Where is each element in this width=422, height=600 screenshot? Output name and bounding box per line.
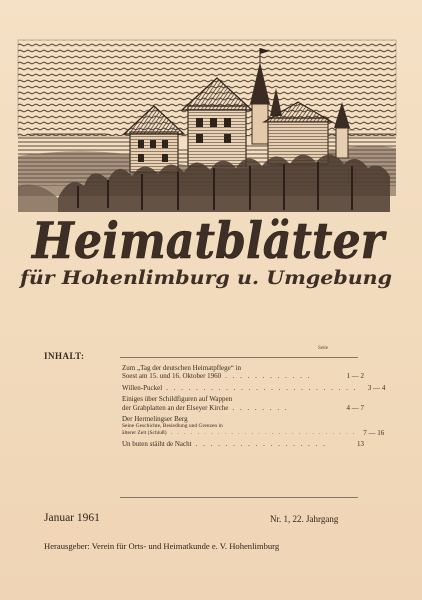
contents-entry bbox=[122, 383, 386, 392]
contents-list bbox=[122, 364, 386, 451]
leader-dots: . . . . . . . . bbox=[232, 403, 289, 412]
contents-entry bbox=[122, 364, 364, 381]
contents-entry-line: Der Hermelingser Berg bbox=[122, 415, 188, 424]
contents-entry-line: Soest am 15. und 16. Oktober 1960 bbox=[122, 372, 222, 381]
masthead-subtitle: für Hohenlimburg u. Umgebung bbox=[17, 267, 392, 289]
issue-date: Januar 1961 bbox=[44, 512, 100, 524]
contents-entry-line: Willen-Puckel bbox=[122, 383, 163, 392]
contents-top-rule bbox=[120, 357, 358, 358]
contents-entry-line: Zum „Tag der deutschen Heimatpflege“ in bbox=[122, 364, 242, 372]
contents-entry-line: der Grabplatten an der Elseyer Kirche bbox=[122, 403, 229, 412]
contents-entry-pages: 4 — 7 bbox=[346, 403, 364, 412]
contents-entry bbox=[122, 440, 364, 448]
leader-dots: . . . . . . . . . . . . . . . . . . . . . . . . . . bbox=[166, 383, 358, 392]
masthead-woodcut-illustration bbox=[18, 36, 396, 294]
contents-entry-pages: 3 — 4 bbox=[367, 383, 386, 392]
leader-dots: . . . . . . . . . . . . bbox=[225, 372, 312, 381]
masthead-title: Heimatblätter bbox=[30, 211, 388, 270]
contents-entry-line: älterer Zeit (Schluß) bbox=[122, 430, 167, 437]
contents-heading: INHALT: bbox=[44, 351, 85, 361]
issue-number: Nr. 1, 22. Jahrgang bbox=[270, 514, 339, 524]
leader-dots: . . . . . . . . . . . . . . . . . . . . . . . . . . . . bbox=[170, 430, 357, 437]
contents-entry-line: Seine Geschichte, Besiedlung und Grenzen in bbox=[122, 423, 223, 430]
contents-bottom-rule bbox=[120, 497, 358, 498]
contents-entry-pages: 7 — 16 bbox=[363, 429, 385, 438]
leader-dots: . . . . . . . . . . . . . . . . . . bbox=[195, 440, 327, 449]
contents-entry-pages: 1 — 2 bbox=[346, 372, 364, 381]
publisher-line: Herausgeber: Verein für Orts- und Heimatkunde e. V. Hohenlimburg bbox=[44, 541, 280, 551]
contents-entry-line: Einiges über Schildfiguren auf Wappen bbox=[122, 395, 233, 404]
contents-entry-line: Un buten stäiht de Nacht bbox=[122, 440, 192, 449]
contents-entry bbox=[122, 395, 364, 412]
contents-entry bbox=[122, 415, 385, 438]
contents-entry-pages: 13 bbox=[357, 440, 364, 449]
page-column-label: Seite bbox=[318, 346, 328, 351]
